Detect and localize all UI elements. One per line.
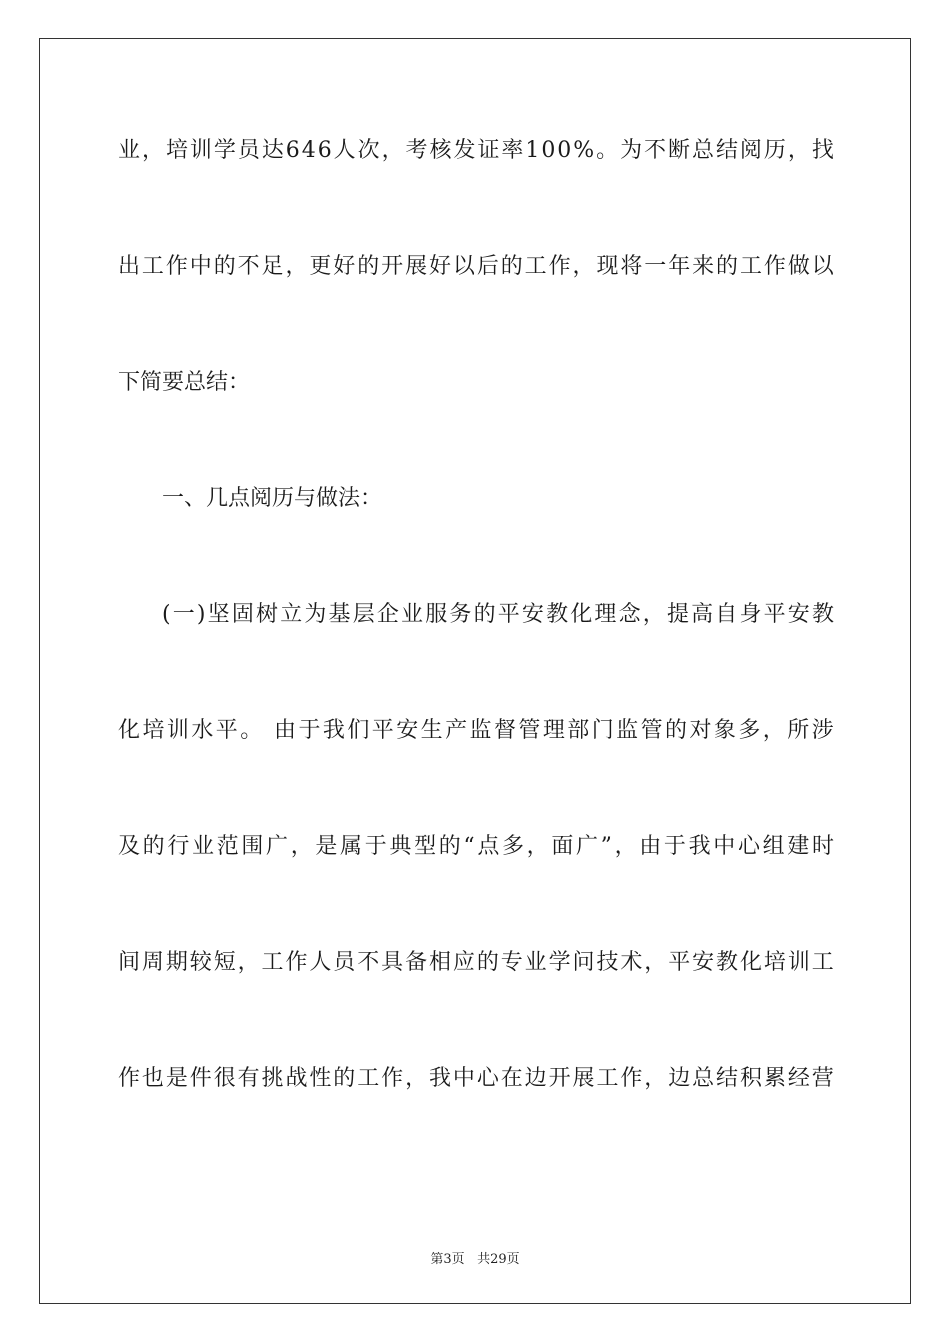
document-body — [118, 122, 834, 1108]
text-line-7-content: 及 的 行 业 范 围 广 ， 是 属 于 典 型 的 “ 点 多 ， 面 广 ” ， 由 于 我 中 心 组 建 时 — [118, 834, 834, 859]
text-line-6 — [118, 702, 834, 760]
page-total: 共29页 — [477, 1252, 520, 1267]
text-line-1-content: 业 ， 培 训 学 员 达 6 4 6 人 次 ， 考 核 发 证 率 1 0 0 % 。 为 不 断 总 结 阅 历 ， 找 — [118, 138, 834, 163]
text-line-6-content: 化 培 训 水 平 。 由 于 我 们 平 安 生 产 监 督 管 理 部 门 监 管 的 对 象 多 ， 所 涉 — [118, 718, 834, 743]
text-line-5 — [118, 586, 834, 644]
text-line-8-content: 间 周 期 较 短 ， 工 作 人 员 不 具 备 相 应 的 专 业 学 问 技 术 ， 平 安 教 化 培 训 工 — [118, 950, 834, 975]
text-line-3-content: 下简要总结： — [118, 370, 251, 395]
text-line-5-content: ( 一 ) 坚 固 树 立 为 基 层 企 业 服 务 的 平 安 教 化 理 念 ， 提 高 自 身 平 安 教 — [162, 602, 834, 627]
text-line-7 — [118, 818, 834, 876]
page-number: 第3页 — [430, 1252, 465, 1267]
text-line-9 — [118, 1050, 834, 1108]
text-line-8 — [118, 934, 834, 992]
page-footer — [0, 1248, 950, 1267]
text-line-2 — [118, 238, 834, 296]
text-line-9-content: 作 也 是 件 很 有 挑 战 性 的 工 作 ， 我 中 心 在 边 开 展 工 作 ， 边 总 结 积 累 经 营 — [118, 1066, 834, 1091]
text-line-3 — [118, 354, 834, 412]
section-heading — [118, 470, 834, 528]
section-heading-content: 一、几点阅历与做法： — [162, 486, 383, 511]
text-line-1 — [118, 122, 834, 180]
text-line-2-content: 出 工 作 中 的 不 足 ， 更 好 的 开 展 好 以 后 的 工 作 ， 现 将 一 年 来 的 工 作 做 以 — [118, 254, 834, 279]
